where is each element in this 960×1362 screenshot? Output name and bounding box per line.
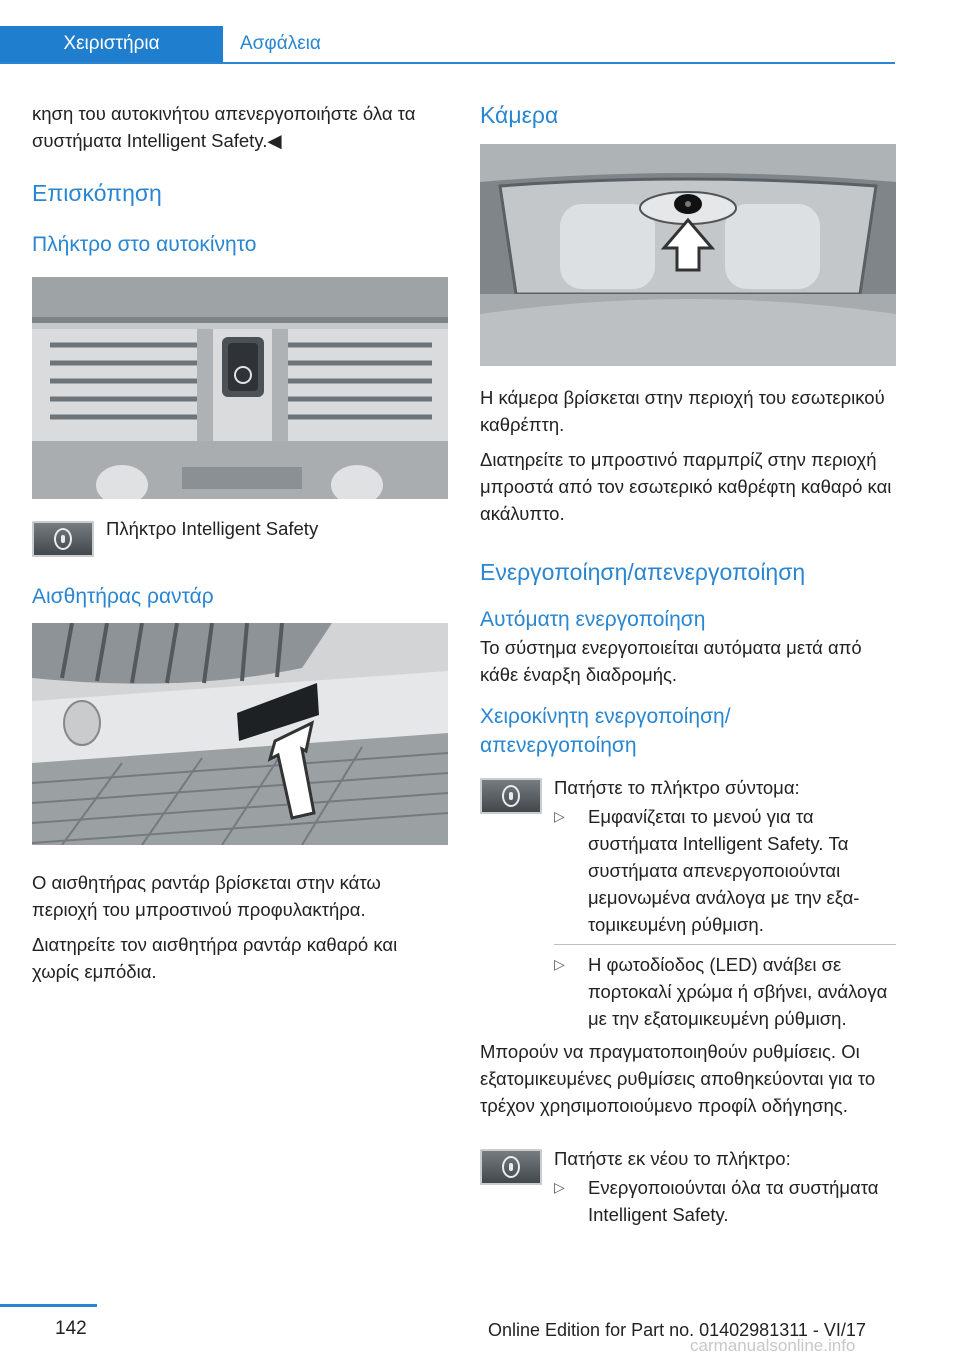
heading-radar-sensor: Αισθητήρας ραντάρ [32, 585, 214, 608]
list-item: ▷ Ενεργοποιούνται όλα τα συστήματα Intelligent Safety. [554, 1174, 896, 1228]
dashboard-button-photo [32, 277, 448, 499]
heading-activation: Ενεργοποίηση/απενεργοποίηση [480, 559, 806, 585]
watermark: carmanualsonline.info [690, 1336, 856, 1355]
press-again-list [554, 1174, 896, 1228]
press-briefly-section [480, 774, 896, 1032]
footer-rule [0, 1304, 97, 1307]
divider [554, 944, 896, 945]
press-again-section [480, 1145, 896, 1228]
list-item: ▷ Εμφανίζεται το μενού για τα συστήματα Intelligent Safety. Τα συστήματα απενεργοποιούνται μεμονωμένα ανάλογα με την εξατομικευμένη ρύθμιση. [554, 803, 896, 938]
auto-activation-text: Το σύστημα ενεργοποιείται αυτόματα μετά από κάθε έναρξη διαδρομής. [480, 637, 862, 685]
press-briefly-list [554, 803, 896, 1032]
button-caption-row [32, 515, 448, 564]
right-column [480, 100, 896, 1228]
settings-text: Μπορούν να πραγματοποιηθούν ρυθμίσεις. Οι εξατομικευμένες ρυθμίσεις αποθηκεύονται για το τρέχον χρησιμοποιούμενο προφίλ οδήγησης. [480, 1041, 876, 1116]
intro-text: κηση του αυτοκινήτου απενεργοποιήστε όλα τα συστήματα Intelligent Safety.◀ [32, 103, 416, 151]
radar-maintenance: Διατηρείτε τον αισθητήρα ραντάρ καθαρό και χωρίς εμπόδια. [32, 934, 398, 982]
button-caption: Πλήκτρο Intelligent Safety [106, 518, 319, 539]
radar-sensor-photo [32, 623, 448, 845]
list-item: ▷ Η φωτοδίοδος (LED) ανάβει σε πορτοκαλί χρώμα ή σβήνει, ανάλογα με την εξατομικευμένη ρύθμιση. [554, 951, 896, 1032]
heading-overview: Επισκόπηση [32, 180, 162, 206]
chapter-tabs [0, 26, 895, 64]
left-column [32, 100, 448, 985]
triangle-bullet-icon: ▷ [554, 808, 565, 824]
intelligent-safety-button-icon [480, 778, 542, 814]
heading-auto-activation: Αυτόματη ενεργοποίηση [480, 608, 706, 631]
camera-maintenance: Διατηρείτε το μπροστινό παρμπρίζ στην περιοχή μπροστά από τον εσωτερικό καθρέφτη καθαρό και ακάλυπτο. [480, 449, 892, 524]
radar-description: Ο αισθητήρας ραντάρ βρίσκεται στην κάτω περιοχή του μπροστινού προφυλακτήρα. [32, 872, 381, 920]
tab-controls[interactable]: Χειριστήρια [0, 26, 223, 62]
camera-photo [480, 144, 896, 366]
edition-text: Online Edition for Part no. 01402981311 - VI/17 [488, 1320, 866, 1340]
press-again-text: Πατήστε εκ νέου το πλήκτρο: [554, 1148, 791, 1169]
intelligent-safety-button-icon [32, 521, 94, 557]
press-briefly-text: Πατήστε το πλήκτρο σύντομα: [554, 777, 800, 798]
heading-manual-activation: Χειροκίνητη ενεργοποίηση/απενεργοποίηση [480, 705, 731, 757]
camera-location: Η κάμερα βρίσκεται στην περιοχή του εσωτερικού καθρέπτη. [480, 387, 885, 435]
triangle-bullet-icon: ▷ [554, 956, 565, 972]
intelligent-safety-button-icon [480, 1149, 542, 1185]
triangle-bullet-icon: ▷ [554, 1179, 565, 1195]
heading-camera: Κάμερα [480, 102, 559, 128]
heading-button-in-car: Πλήκτρο στο αυτοκίνητο [32, 233, 257, 256]
page-number: 142 [55, 1318, 87, 1339]
tab-safety[interactable]: Ασφάλεια [240, 33, 321, 54]
